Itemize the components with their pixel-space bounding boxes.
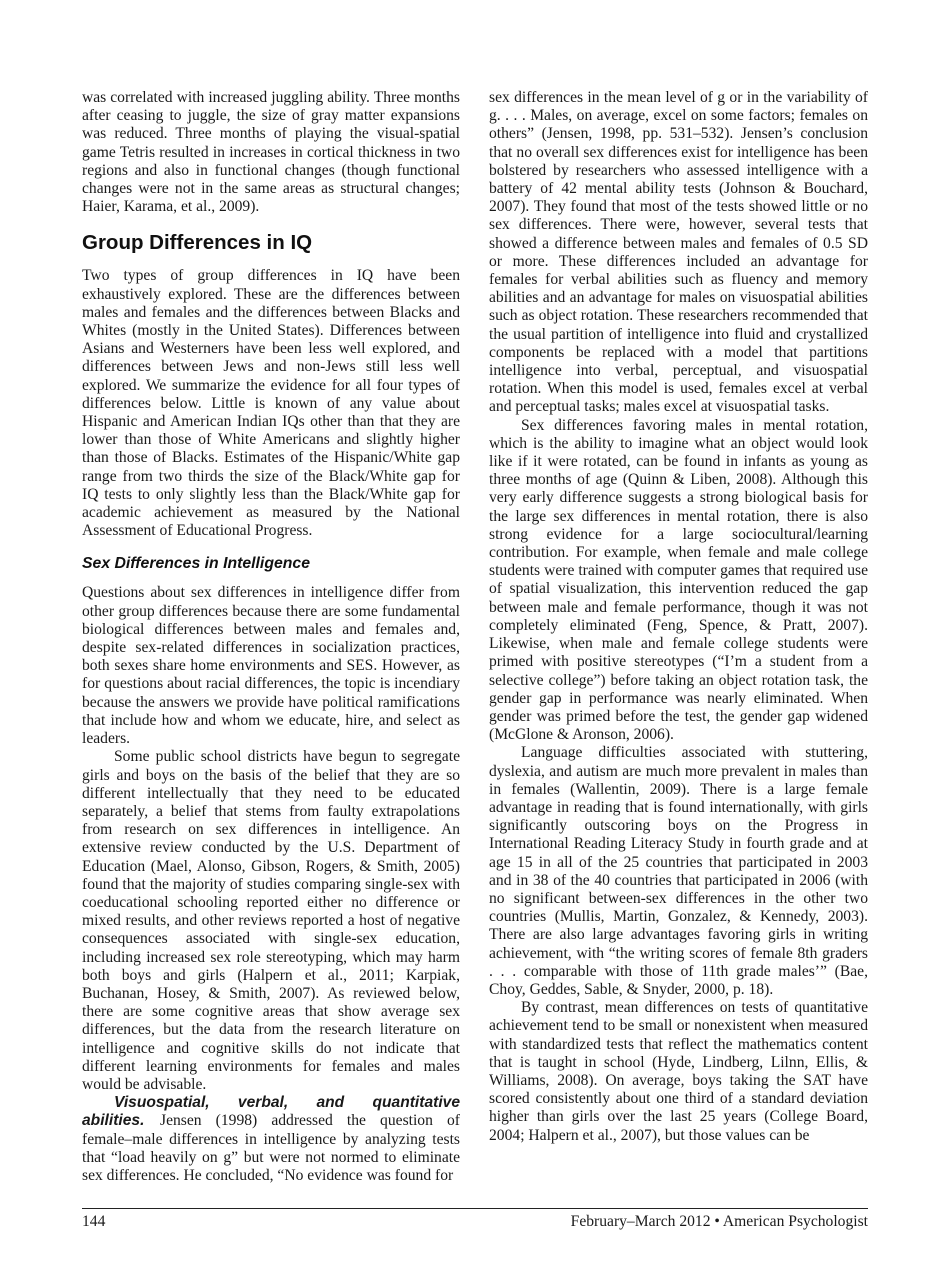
mental-rotation-paragraph: Sex differences favoring males in mental rotation, which is the ability to imagine what an object would look like if it were rotated, can be found in infants as young as three months of age (Quinn & Liben, 2008). Although this very early difference suggests a strong biological basis for the large sex differences in mental rotation, there is also strong evidence for a large sociocultural/learning contribution. For example, when female and male college students were trained with computer games that required use of spatial visualization, this intervention reduced the gap between male and female performance, though it was not completely eliminated (Feng, Spence, & Pratt, 2007). Likewise, when male and female college students were primed with positive stereotypes (“I’m a student from a selective college”) before taking an object rotation task, the gender gap in performance was nearly eliminated. When gender was primed before the test, the gender gap widened (McGlone & Aronson, 2006). <box>489 416 868 744</box>
page-footer <box>82 1213 868 1231</box>
group-differences-paragraph: Two types of group differences in IQ have been exhaustively explored. These are the differences between males and females and the differences between Blacks and Whites (mostly in the United States). Differences between Asians and Westerners have been less well explored, and differences between Jews and non-Jews still less well explored. We summarize the evidence for all four types of differences below. Little is known of any value about Hispanic and American Indian IQs other than that they are lower than those of White Americans and slightly higher than those of Blacks. Estimates of the Hispanic/White gap range from two thirds the size of the Black/White gap for IQ tests to only slightly less than the Black/White gap for academic achievement as measured by the National Assessment of Educational Progress. <box>82 267 460 540</box>
sex-differences-paragraph: Questions about sex differences in intelligence differ from other group differences because there are some fundamental biological differences between males and females and, despite sex-related differences in socialization practices, both sexes share home environments and SES. However, as for questions about racial differences, the topic is incendiary because the answers we provide have political ramifications that include how and whom we educate, hire, and select as leaders. <box>82 584 460 748</box>
runin-text: Jensen (1998) addressed the question of female–male differences in intelligence by analyzing tests that “load heavily on g” but were not normed to eliminate sex differences. He concluded, “No evidence was found for <box>82 1112 460 1184</box>
left-column <box>82 89 460 1185</box>
page-number: 144 <box>82 1213 106 1230</box>
runin-heading: Visuospatial, verbal, and quantitative abilities. <box>82 1094 460 1130</box>
runin-paragraph <box>82 1094 460 1185</box>
footer-rule <box>82 1208 868 1209</box>
right-column <box>489 89 868 1145</box>
quantitative-paragraph: By contrast, mean differences on tests of quantitative achievement tend to be small or nonexistent when measured with standardized tests that reflect the mathematics content that is taught in school (Hyde, Lindberg, Lilnn, Ellis, & Williams, 2008). On average, boys taking the SAT have scored consistently about one third of a standard deviation higher than girls over the last 25 years (College Board, 2004; Halpern et al., 2007), but those values can be <box>489 999 868 1144</box>
jensen-paragraph: sex differences in the mean level of g or in the variability of g. . . . Males, on average, excel on some factors; females on others” (Jensen, 1998, pp. 531–532). Jensen’s conclusion that no overall sex differences exist for intelligence has been bolstered by researchers who assessed intelligence with a battery of 42 mental ability tests (Johnson & Bouchard, 2007). They found that most of the tests showed little or no sex differences. There were, however, several tests that showed a difference between males and females of 0.5 SD or more. These differences included an advantage for females for verbal abilities such as fluency and memory abilities and an advantage for males on visuospatial abilities such as object rotation. These researchers recommended that the usual partition of intelligence into fluid and crystallized components be replaced with a model that partitions intelligence into verbal, perceptual, and visuospatial rotation. When this model is used, females excel at verbal and perceptual tasks; males excel at visuospatial tasks. <box>489 89 868 416</box>
section-heading: Group Differences in IQ <box>82 231 313 255</box>
subsection-heading: Sex Differences in Intelligence <box>82 555 310 573</box>
intro-paragraph: was correlated with increased juggling ability. Three months after ceasing to juggle, the size of gray matter expansions was reduced. Three months of playing the visual-spatial game Tetris resulted in increases in cortical thickness in two regions and also in functional changes (though functional changes were not in the same areas as structural changes; Haier, Karama, et al., 2009). <box>82 89 460 216</box>
language-paragraph: Language difficulties associated with stuttering, dyslexia, and autism are much more prevalent in males than in females (Wallentin, 2009). There is a large female advantage in reading that is found internationally, with girls significantly outscoring boys on the Progress in International Reading Literacy Study in fourth grade and at age 15 in all of the 25 countries that participated in 2003 and in 38 of the 40 countries that participated in 2006 (with no significant between-sex differences in the other two countries (Mullis, Martin, Gonzalez, & Kennedy, 2003). There are also large advantages favoring girls in writing achievement, with “the writing scores of female 8th graders . . . comparable with those of 11th grade males’” (Bae, Choy, Geddes, Sable, & Snyder, 2000, p. 18). <box>489 744 868 998</box>
journal-info: February–March 2012 • American Psychologist <box>570 1213 868 1230</box>
school-segregation-paragraph: Some public school districts have begun to segregate girls and boys on the basis of the belief that they are so different intellectually that they need to be educated separately, a belief that stems from faulty extrapolations from research on sex differences in intelligence. An extensive review conducted by the U.S. Department of Education (Mael, Alonso, Gibson, Rogers, & Smith, 2005) found that the majority of studies comparing single-sex with coeducational schooling reported either no difference or mixed results, and other reviews reported a host of negative consequences associated with single-sex education, including increased sex role stereotyping, which may harm both boys and girls (Halpern et al., 2011; Karpiak, Buchanan, Hosey, & Smith, 2007). As reviewed below, there are some cognitive areas that show average sex differences, but the data from the research literature on intelligence and cognitive skills do not indicate that different learning environments for females and males would be advisable. <box>82 748 460 1093</box>
